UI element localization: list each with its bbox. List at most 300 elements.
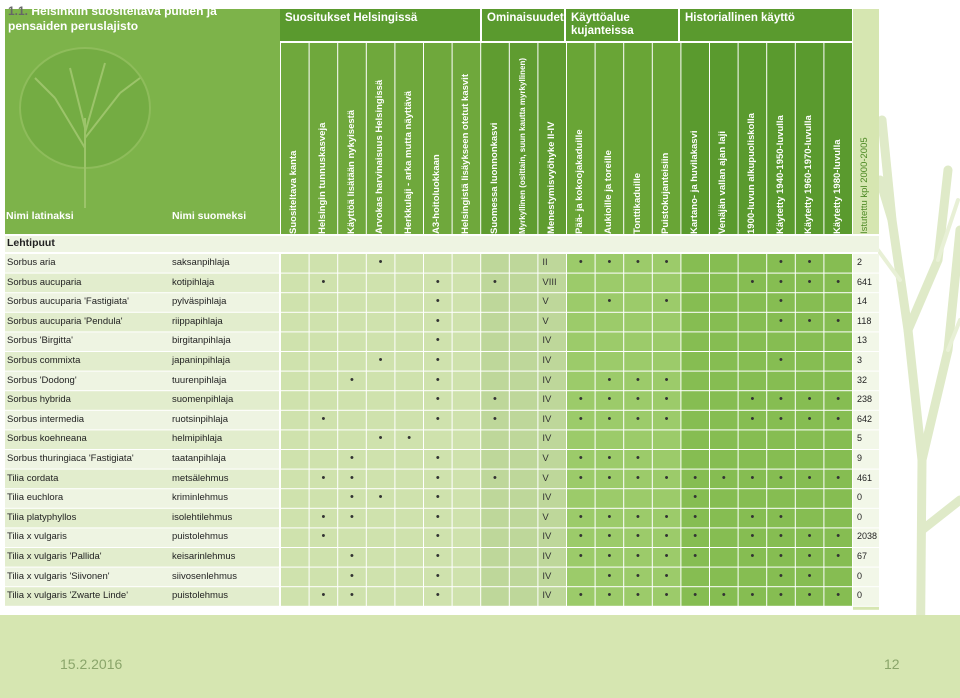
check-dot-icon: • [750, 550, 755, 562]
table-cell-bg [338, 332, 366, 351]
table-cell-bg [367, 391, 395, 410]
check-dot-icon: • [836, 471, 841, 484]
table-cell-bg [653, 352, 681, 371]
group-header-historiallinen: Historiallinen käyttö [680, 9, 852, 41]
table-cell-bg [739, 332, 767, 351]
zone-value: IV [542, 355, 552, 366]
check-dot-icon: • [378, 256, 383, 268]
table-cell-bg [681, 332, 709, 351]
table-cell-bg [510, 372, 538, 391]
table-cell-bg [310, 352, 338, 371]
check-dot-icon: • [636, 550, 640, 562]
planted-count: 461 [857, 472, 873, 483]
check-dot-icon: • [350, 471, 354, 484]
table-cell-bg [395, 450, 423, 469]
check-dot-icon: • [435, 550, 440, 562]
check-dot-icon: • [607, 452, 612, 464]
table-cell-bg [338, 254, 366, 273]
table-cell-bg [796, 293, 824, 312]
table-cell-bg [710, 509, 738, 528]
zone-value: IV [542, 492, 552, 504]
latin-name: Sorbus commixta [7, 355, 81, 366]
table-cell-bg [653, 430, 681, 449]
check-dot-icon: • [807, 393, 812, 406]
check-dot-icon: • [807, 275, 812, 288]
column-header-criterion: Suomessa luonnonkasvi [488, 122, 500, 234]
table-cell-bg [567, 568, 595, 587]
finnish-name: birgitanpihlaja [172, 335, 231, 347]
table-cell-bg [796, 450, 824, 469]
planted-count: 641 [857, 276, 873, 287]
check-dot-icon: • [607, 589, 612, 602]
table-cell-bg [510, 528, 538, 547]
table-cell-bg [310, 548, 338, 567]
check-dot-icon: • [807, 256, 812, 268]
check-dot-icon: • [607, 510, 612, 523]
table-cell-bg [567, 352, 595, 371]
table-cell-bg [338, 430, 366, 449]
table-cell-bg [710, 411, 738, 430]
table-cell-bg [596, 430, 624, 449]
check-dot-icon: • [750, 510, 755, 523]
table-cell-bg [395, 587, 423, 606]
table-cell-bg [824, 332, 852, 351]
table-cell-bg [367, 313, 395, 332]
group-header-kayttoalue: Käyttöalue kujanteissa [566, 9, 678, 41]
check-dot-icon: • [435, 373, 440, 386]
table-cell-bg [424, 430, 452, 449]
table-cell-bg [824, 489, 852, 508]
table-cell-bg [481, 568, 509, 587]
table-cell-bg [367, 528, 395, 547]
table-cell-bg [367, 332, 395, 351]
check-dot-icon: • [435, 510, 440, 523]
check-dot-icon: • [636, 412, 640, 425]
check-dot-icon: • [435, 471, 440, 484]
table-cell-bg [710, 391, 738, 410]
table-cell-bg [453, 332, 481, 351]
table-cell-bg [710, 568, 738, 587]
table-cell-bg [281, 528, 309, 547]
check-dot-icon: • [779, 275, 783, 288]
table-cell-bg [596, 313, 624, 332]
check-dot-icon: • [721, 589, 726, 602]
planted-count: 2038 [857, 531, 878, 542]
table-cell-bg [710, 548, 738, 567]
table-cell-bg [710, 352, 738, 371]
planted-count: 13 [857, 335, 868, 346]
latin-name: Sorbus aucuparia 'Pendula' [7, 315, 123, 327]
zone-value: V [542, 315, 549, 327]
check-dot-icon: • [407, 432, 412, 445]
table-cell-bg [310, 568, 338, 587]
table-cell-bg [481, 450, 509, 469]
table-cell-bg [796, 430, 824, 449]
column-header-criterion: Kartano- ja huvilakasvi [688, 130, 700, 234]
table-cell-bg [710, 489, 738, 508]
planted-count: 67 [857, 551, 868, 561]
tree-illustration-icon [10, 38, 160, 208]
table-cell-bg [824, 372, 852, 391]
check-dot-icon: • [664, 550, 669, 562]
table-cell-bg [367, 293, 395, 312]
table-cell-bg [310, 430, 338, 449]
table-cell-bg [367, 548, 395, 567]
check-dot-icon: • [836, 530, 841, 543]
check-dot-icon: • [807, 589, 812, 602]
count-column-end [853, 607, 879, 610]
finnish-name: metsälehmus [172, 472, 229, 484]
zone-value: VIII [542, 276, 557, 288]
table-cell-bg [796, 489, 824, 508]
table-cell-bg [338, 391, 366, 410]
table-cell-bg [681, 430, 709, 449]
table-cell-bg [453, 411, 481, 430]
check-dot-icon: • [664, 393, 669, 406]
table-cell-bg [338, 528, 366, 547]
table-cell-bg [710, 254, 738, 273]
table-cell-bg [824, 568, 852, 587]
planted-count: 0 [857, 570, 863, 581]
table-cell-bg [624, 430, 652, 449]
table-cell-bg [510, 313, 538, 332]
table-cell-bg [338, 274, 366, 293]
table-cell-bg [281, 587, 309, 606]
check-dot-icon: • [636, 452, 640, 464]
check-dot-icon: • [664, 530, 669, 543]
column-header-criterion: Tonttikaduille [631, 172, 643, 234]
check-dot-icon: • [607, 256, 612, 268]
table-cell-bg [367, 274, 395, 293]
check-dot-icon: • [693, 589, 698, 602]
check-dot-icon: • [350, 510, 354, 523]
table-cell-bg [796, 372, 824, 391]
check-dot-icon: • [779, 530, 783, 543]
table-cell-bg [281, 274, 309, 293]
column-header-criterion: Pää- ja kokoojakaduille [574, 129, 586, 234]
check-dot-icon: • [664, 412, 669, 425]
check-dot-icon: • [779, 354, 783, 366]
table-cell-bg [367, 568, 395, 587]
table-cell-bg [739, 450, 767, 469]
latin-name: Tilia euchlora [7, 492, 64, 504]
table-cell-bg [310, 450, 338, 469]
column-header-criterion: Aukioille ja toreille [602, 150, 614, 234]
table-cell-bg [653, 332, 681, 351]
planted-count: 0 [857, 492, 863, 503]
check-dot-icon: • [836, 412, 841, 425]
table-cell-bg [596, 274, 624, 293]
finnish-name: kotipihlaja [172, 276, 215, 288]
check-dot-icon: • [578, 452, 583, 464]
check-dot-icon: • [350, 550, 354, 562]
check-dot-icon: • [636, 256, 640, 268]
section-row-bg [5, 236, 879, 252]
planted-count: 9 [857, 453, 863, 463]
check-dot-icon: • [807, 412, 812, 425]
check-dot-icon: • [350, 569, 354, 582]
check-dot-icon: • [321, 510, 326, 523]
table-cell-bg [481, 332, 509, 351]
check-dot-icon: • [807, 530, 812, 543]
table-cell-bg [281, 568, 309, 587]
table-cell-bg [395, 548, 423, 567]
check-dot-icon: • [836, 393, 841, 406]
table-cell-bg [395, 274, 423, 293]
table-cell-bg [395, 254, 423, 273]
planted-count: 0 [857, 590, 863, 601]
zone-value: IV [542, 590, 552, 602]
check-dot-icon: • [636, 530, 640, 543]
check-dot-icon: • [607, 373, 612, 386]
check-dot-icon: • [435, 589, 440, 602]
table-cell-bg [281, 450, 309, 469]
table-cell-bg [710, 372, 738, 391]
table-cell-bg [710, 430, 738, 449]
table-cell-bg [453, 313, 481, 332]
finnish-name: tuurenpihlaja [172, 374, 227, 386]
table-cell-bg [653, 274, 681, 293]
table-cell-bg [739, 313, 767, 332]
table-cell-bg [510, 509, 538, 528]
check-dot-icon: • [779, 295, 783, 308]
table-cell-bg [481, 254, 509, 273]
latin-name: Sorbus koehneana [7, 433, 87, 445]
zone-value: IV [542, 335, 552, 347]
table-cell-bg [681, 372, 709, 391]
check-dot-icon: • [350, 373, 354, 386]
column-header-criterion: Suositeltava kanta [288, 150, 300, 234]
check-dot-icon: • [664, 569, 669, 582]
table-cell-bg [281, 313, 309, 332]
column-header-criterion: Helsingistä lisäykseen otetut kasvit [459, 74, 471, 234]
check-dot-icon: • [664, 510, 669, 523]
table-cell-bg [395, 332, 423, 351]
check-dot-icon: • [607, 393, 612, 406]
column-header-criterion: Käytetty 1980-luvulla [831, 139, 843, 234]
check-dot-icon: • [493, 471, 497, 484]
table-cell-bg [510, 470, 538, 489]
column-header-latin: Nimi latinaksi [6, 210, 74, 222]
table-cell-bg [453, 274, 481, 293]
check-dot-icon: • [578, 256, 583, 268]
planted-count: 642 [857, 413, 873, 424]
table-cell-bg [767, 450, 795, 469]
table-cell-bg [395, 489, 423, 508]
check-dot-icon: • [350, 491, 354, 504]
check-dot-icon: • [664, 373, 669, 386]
check-dot-icon: • [779, 256, 783, 268]
check-dot-icon: • [664, 256, 669, 268]
latin-name: Tilia x vulgaris [7, 531, 67, 543]
check-dot-icon: • [779, 412, 783, 425]
table-cell-bg [281, 548, 309, 567]
finnish-name: siivosenlehmus [172, 570, 237, 582]
check-dot-icon: • [578, 550, 583, 562]
table-cell-bg [453, 450, 481, 469]
table-cell-bg [453, 254, 481, 273]
table-cell-bg [453, 489, 481, 508]
table-cell-bg [510, 293, 538, 312]
check-dot-icon: • [435, 354, 440, 366]
slide-title [8, 4, 270, 34]
zone-value: IV [542, 433, 552, 445]
check-dot-icon: • [750, 589, 755, 602]
column-header-criterion: Käytetty 1940-1950-luvulla [774, 115, 786, 234]
check-dot-icon: • [693, 530, 698, 543]
table-cell-bg [310, 332, 338, 351]
table-cell-bg [624, 332, 652, 351]
table-cell-bg [510, 489, 538, 508]
table-cell-bg [481, 372, 509, 391]
section-label: Lehtipuut [7, 237, 55, 249]
table-cell-bg [624, 313, 652, 332]
table-cell-bg [281, 470, 309, 489]
check-dot-icon: • [664, 589, 669, 602]
planted-count: 5 [857, 433, 863, 444]
finnish-name: taatanpihlaja [172, 453, 226, 464]
table-cell-bg [624, 489, 652, 508]
check-dot-icon: • [693, 510, 698, 523]
table-cell-bg [624, 274, 652, 293]
check-dot-icon: • [636, 393, 640, 406]
table-cell-bg [710, 293, 738, 312]
table-cell-bg [281, 509, 309, 528]
check-dot-icon: • [435, 412, 440, 425]
check-dot-icon: • [750, 275, 755, 288]
table-cell-bg [367, 470, 395, 489]
check-dot-icon: • [435, 275, 440, 288]
finnish-name: pylväspihlaja [172, 296, 227, 308]
zone-value: V [542, 453, 549, 464]
table-cell-bg [824, 352, 852, 371]
table-cell-bg [481, 587, 509, 606]
table-cell-bg [653, 313, 681, 332]
finnish-name: isolehtilehmus [172, 511, 233, 523]
table-cell-bg [510, 332, 538, 351]
table-cell-bg [767, 372, 795, 391]
table-cell-bg [281, 293, 309, 312]
table-cell-bg [739, 372, 767, 391]
check-dot-icon: • [693, 471, 698, 484]
column-header-criterion: Arvokas harvinaisuus Helsingissä [374, 79, 386, 234]
check-dot-icon: • [750, 471, 755, 484]
finnish-name: riippapihlaja [172, 315, 223, 327]
latin-name: Sorbus intermedia [7, 413, 85, 425]
table-cell-bg [281, 489, 309, 508]
latin-name: Sorbus aucuparia 'Fastigiata' [7, 296, 129, 308]
table-cell-bg [367, 587, 395, 606]
table-cell-bg [367, 509, 395, 528]
table-cell-bg [453, 587, 481, 606]
table-cell-bg [510, 450, 538, 469]
table-cell-bg [310, 391, 338, 410]
table-cell-bg [481, 528, 509, 547]
table-cell-bg [767, 489, 795, 508]
column-header-criterion: A3-hoitoluokkaan [431, 154, 443, 234]
check-dot-icon: • [607, 530, 612, 543]
zone-value: V [542, 511, 549, 523]
table-cell-bg [681, 450, 709, 469]
table-cell-bg [453, 372, 481, 391]
table-cell-bg [310, 489, 338, 508]
check-dot-icon: • [378, 354, 383, 366]
zone-value: IV [542, 531, 552, 543]
table-cell-bg [453, 352, 481, 371]
column-header-criterion: Menestymisvyöhyke II-IV [545, 121, 557, 234]
table-cell-bg [281, 352, 309, 371]
check-dot-icon: • [435, 530, 440, 543]
check-dot-icon: • [578, 510, 583, 523]
table-cell-bg [281, 411, 309, 430]
planted-count: 0 [857, 511, 863, 522]
finnish-name: keisarinlehmus [172, 551, 236, 562]
check-dot-icon: • [578, 589, 583, 602]
table-cell-bg [739, 568, 767, 587]
check-dot-icon: • [435, 334, 440, 347]
table-cell-bg [281, 391, 309, 410]
latin-name: Sorbus aucuparia [7, 276, 82, 288]
latin-name: Tilia x vulgaris 'Siivonen' [7, 570, 110, 582]
table-cell-bg [510, 391, 538, 410]
table-cell-bg [481, 352, 509, 371]
finnish-name: saksanpihlaja [172, 257, 230, 268]
check-dot-icon: • [493, 412, 497, 425]
check-dot-icon: • [321, 471, 326, 484]
zone-value: IV [542, 394, 552, 406]
finnish-name: kriminlehmus [172, 492, 228, 504]
check-dot-icon: • [578, 412, 583, 425]
latin-name: Sorbus 'Birgitta' [7, 335, 73, 347]
check-dot-icon: • [578, 471, 583, 484]
table-cell-bg [510, 274, 538, 293]
table-cell-bg [796, 332, 824, 351]
table-cell-bg [395, 352, 423, 371]
table-cell-bg [510, 411, 538, 430]
planted-count: 2 [857, 257, 863, 267]
table-cell-bg [510, 587, 538, 606]
footer-date: 15.2.2016 [60, 656, 123, 672]
table-cell-bg [310, 293, 338, 312]
table-cell-bg [453, 548, 481, 567]
planted-count: 238 [857, 394, 873, 405]
column-header-criterion: Helsingin tunnuskasveja [316, 122, 328, 234]
table-cell-bg [367, 372, 395, 391]
table-cell-bg [453, 568, 481, 587]
table-cell-bg [453, 430, 481, 449]
check-dot-icon: • [493, 393, 497, 406]
table-cell-bg [567, 372, 595, 391]
check-dot-icon: • [807, 471, 812, 484]
finnish-name: ruotsinpihlaja [172, 413, 228, 425]
check-dot-icon: • [493, 275, 497, 288]
table-cell-bg [739, 254, 767, 273]
table-cell-bg [681, 352, 709, 371]
table-cell-bg [481, 293, 509, 312]
table-cell-bg [824, 254, 852, 273]
table-cell-bg [824, 430, 852, 449]
table-cell-bg [453, 293, 481, 312]
check-dot-icon: • [750, 393, 755, 406]
check-dot-icon: • [607, 550, 612, 562]
table-cell-bg [310, 313, 338, 332]
check-dot-icon: • [435, 314, 440, 327]
column-header-count: Istutettu kpl 2000-2005 [859, 137, 870, 234]
latin-name: Tilia platyphyllos [7, 511, 77, 523]
table-cell-bg [338, 313, 366, 332]
table-cell-bg [824, 293, 852, 312]
check-dot-icon: • [321, 412, 326, 425]
